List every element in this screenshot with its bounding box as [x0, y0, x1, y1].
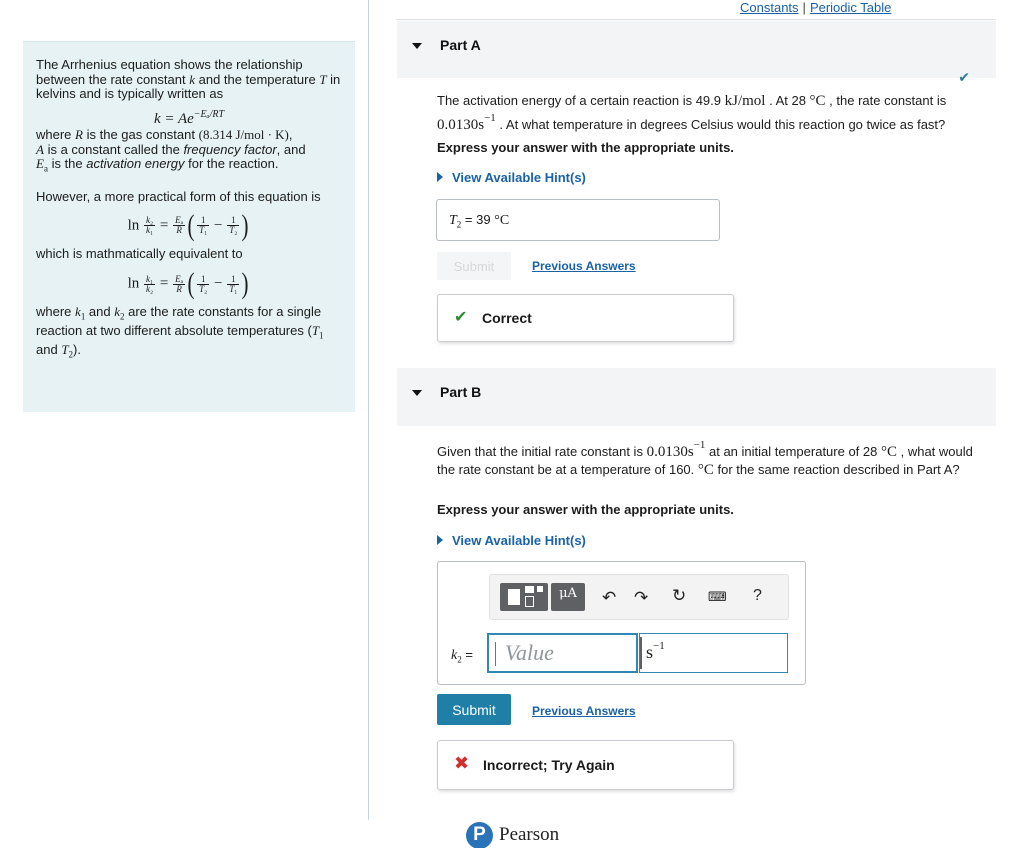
part-a-previous-answers-link[interactable]: Previous Answers	[532, 259, 636, 273]
intro-paragraph-2: where R is the gas constant (8.314 J/mol · K), A is a constant called the frequency factor, and $E_a$ is the activation energy for the reaction.	[36, 127, 306, 174]
correct-check-icon: ✔	[454, 309, 468, 326]
top-divider	[396, 19, 996, 20]
part-a-submit-button[interactable]: Submit	[437, 252, 511, 280]
column-divider	[368, 0, 369, 820]
constants-link[interactable]: Constants	[740, 0, 799, 15]
part-b-hint-toggle[interactable]: View Available Hint(s)	[437, 533, 586, 548]
part-a-feedback	[437, 294, 734, 342]
keyboard-icon[interactable]: ⌨	[708, 589, 727, 604]
periodic-table-link[interactable]: Periodic Table	[809, 0, 892, 15]
part-b-previous-answers-link[interactable]: Previous Answers	[532, 704, 636, 718]
part-b-question: Given that the initial rate constant is $0.0130s^{-1}$ at an initial temperature of 28 °C , what would the rate constant be at a temperature of 160. °C for the same reaction described in Part A?	[437, 439, 973, 478]
part-b-header[interactable]	[397, 368, 996, 426]
part-a-header[interactable]	[397, 21, 996, 85]
part-b-title: Part B	[440, 384, 482, 400]
completed-check-icon: ✔	[958, 69, 970, 85]
intro-paragraph-4: which is mathmatically equivalent to	[36, 245, 243, 261]
math-toolbar	[489, 574, 789, 620]
practical-equation: ln $\frac{\text{k₂}}{\text{k₁}}$ = $\frac{\text{Eₐ}}{R}$ ( $\frac{1}{\text{T₁}}$ − $\frac{1}{\text{T₂}}$ )	[127, 208, 249, 242]
undo-icon[interactable]: ↶	[602, 588, 617, 607]
units-input[interactable]: $s^{-1}$	[639, 633, 788, 673]
text-caret	[495, 642, 496, 666]
collapse-toggle-icon[interactable]	[412, 390, 422, 396]
units-cursor	[640, 637, 642, 669]
templates-button[interactable]	[500, 583, 548, 611]
answer-label: $k_2$ =	[451, 647, 473, 665]
arrhenius-equation: $k = Ae^{-E_a/RT}$	[153, 108, 225, 127]
redo-icon[interactable]: ↷	[634, 588, 649, 607]
part-b-instruction: Express your answer with the appropriate units.	[437, 502, 734, 517]
pearson-logo-icon: P	[466, 822, 493, 848]
value-input[interactable]: Value	[487, 633, 638, 673]
part-a-question: The activation energy of a certain reaction is 49.9 kJ/mol . At 28 °C , the rate constant is $0.0130s^{-1}$ . At what temperature in degrees Celsius would this reaction go twice as fast?	[437, 93, 947, 133]
part-a-instruction: Express your answer with the appropriate units.	[437, 140, 734, 155]
part-a-title: Part A	[440, 37, 481, 53]
top-links	[740, 0, 891, 15]
help-button[interactable]: ?	[753, 587, 762, 604]
reset-icon[interactable]: ↻	[672, 586, 687, 605]
intro-paragraph-5: where $k_1$ and $k_2$ are the rate constants for a single reaction at two different absolute temperatures ($T_1$ and $T_2$).	[36, 304, 324, 360]
pearson-wordmark: Pearson	[499, 824, 560, 845]
expand-arrow-icon	[437, 172, 443, 182]
collapse-toggle-icon[interactable]	[412, 43, 422, 49]
part-b-submit-button[interactable]: Submit	[437, 694, 511, 725]
intro-paragraph-3: However, a more practical form of this equation is	[36, 189, 321, 205]
incorrect-x-icon: ✖	[454, 753, 470, 773]
part-b-feedback	[437, 740, 734, 790]
pearson-brand	[466, 822, 559, 848]
link-separator: |	[802, 0, 806, 15]
part-b-answer-editor	[437, 561, 806, 685]
expand-arrow-icon	[437, 535, 443, 545]
feedback-text: Correct	[482, 310, 532, 326]
feedback-text: Incorrect; Try Again	[483, 757, 615, 773]
equivalent-equation: ln $\frac{\text{k₁}}{\text{k₂}}$ = $\frac{\text{Eₐ}}{R}$ ( $\frac{1}{\text{T₂}}$ − $\frac{1}{\text{T₁}}$ )	[127, 267, 249, 301]
part-a-answer-field[interactable]: $T_2 = 39$ °C	[436, 199, 720, 241]
units-button[interactable]: μA	[551, 583, 585, 611]
intro-paragraph-1: The Arrhenius equation shows the relationship between the rate constant k and the temperature T in kelvins and is typically written as	[36, 57, 341, 101]
part-a-hint-toggle[interactable]: View Available Hint(s)	[437, 170, 586, 185]
intro-panel	[23, 41, 355, 412]
